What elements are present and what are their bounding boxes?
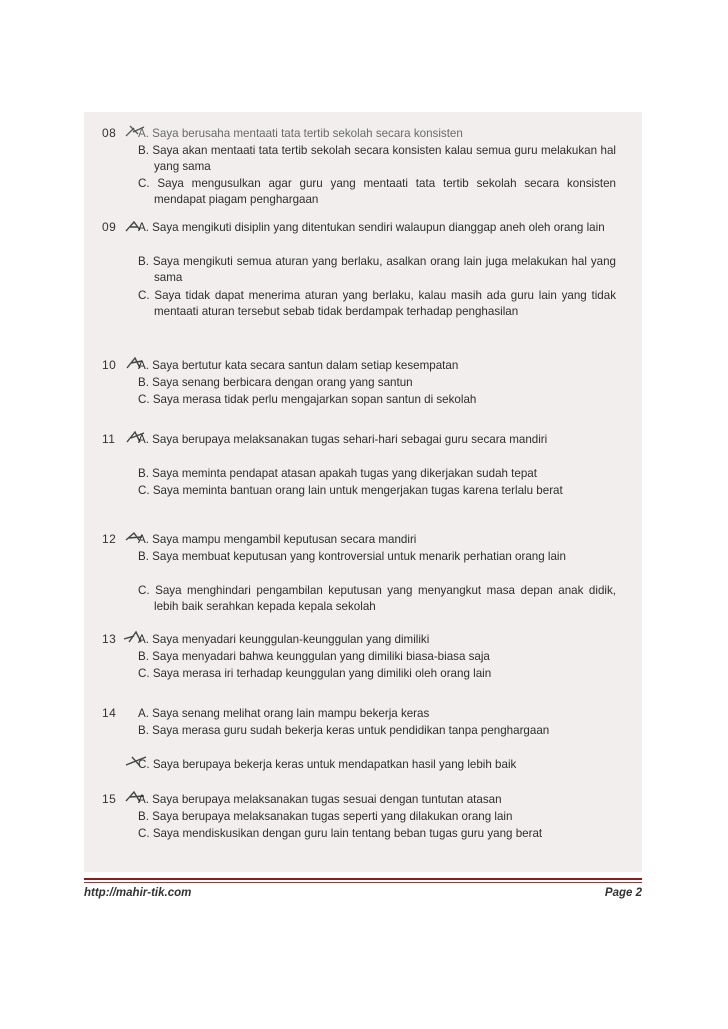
option-a: A. Saya berupaya melaksanakan tugas sehari-hari sebagai guru secara mandiri [138, 433, 548, 446]
question-number: 15 [102, 792, 117, 806]
option-c: C. Saya merasa tidak perlu mengajarkan sopan santun di sekolah [138, 393, 477, 406]
option-b: B. Saya menyadari bahwa keunggulan yang dimiliki biasa-biasa saja [138, 650, 490, 663]
question-number: 11 [102, 432, 116, 446]
option-c: C. Saya berupaya bekerja keras untuk mendapatkan hasil yang lebih baik [138, 758, 517, 771]
option-c: C. Saya mengusulkan agar guru yang mentaati tata tertib sekolah secara konsisten mendapat piagam penghargaan [138, 177, 616, 206]
option-a: A. Saya bertutur kata secara santun dalam setiap kesempatan [138, 359, 459, 372]
option-c: C. Saya mendiskusikan dengan guru lain tentang beban tugas guru yang berat [138, 827, 543, 840]
footer-url-link[interactable]: http://mahir-tik.com [84, 887, 192, 899]
page-number: Page 2 [604, 887, 642, 899]
option-c: C. Saya meminta bantuan orang lain untuk mengerjakan tugas karena terlalu berat [138, 484, 563, 497]
option-a: A. Saya mengikuti disiplin yang ditentukan sendiri walaupun dianggap aneh oleh orang lain [138, 221, 605, 234]
option-a: A. Saya berusaha mentaati tata tertib sekolah secara konsisten [138, 127, 463, 140]
question-number: 10 [102, 358, 117, 372]
option-b: B. Saya senang berbicara dengan orang yang santun [138, 376, 413, 389]
option-b: B. Saya meminta pendapat atasan apakah tugas yang dikerjakan sudah tepat [138, 467, 537, 480]
option-c: C. Saya menghindari pengambilan keputusan yang menyangkut masa depan anak didik, lebih baik serahkan kepada kepala sekolah [138, 584, 616, 613]
scanned-page [84, 112, 642, 872]
option-a: A. Saya mampu mengambil keputusan secara mandiri [138, 533, 417, 546]
option-a: A. Saya senang melihat orang lain mampu bekerja keras [138, 707, 430, 720]
option-b: B. Saya mengikuti semua aturan yang berlaku, asalkan orang lain juga melakukan hal yang sama [138, 255, 616, 284]
question-number: 08 [102, 126, 117, 140]
footer-divider [84, 878, 642, 880]
question-number: 13 [102, 632, 117, 646]
question-number: 14 [102, 706, 117, 720]
question-number: 09 [102, 220, 117, 234]
option-b: B. Saya berupaya melaksanakan tugas seperti yang dilakukan orang lain [138, 810, 513, 823]
question-number: 12 [102, 532, 117, 546]
option-a: A. Saya berupaya melaksanakan tugas sesuai dengan tuntutan atasan [138, 793, 502, 806]
option-a: A. Saya menyadari keunggulan-keunggulan yang dimiliki [138, 633, 430, 646]
option-b: B. Saya membuat keputusan yang kontroversial untuk menarik perhatian orang lain [138, 550, 566, 563]
option-b: B. Saya akan mentaati tata tertib sekolah secara konsisten kalau semua guru melakukan hal yang sama [138, 144, 616, 173]
option-c: C. Saya merasa iri terhadap keunggulan yang dimiliki oleh orang lain [138, 667, 492, 680]
option-b: B. Saya merasa guru sudah bekerja keras untuk pendidikan tanpa penghargaan [138, 724, 550, 737]
footer-divider-thin [84, 882, 642, 883]
option-c: C. Saya tidak dapat menerima aturan yang berlaku, kalau masih ada guru lain yang tidak mentaati aturan tersebut sebab tidak berdampak terhadap penghasilan [138, 289, 616, 318]
